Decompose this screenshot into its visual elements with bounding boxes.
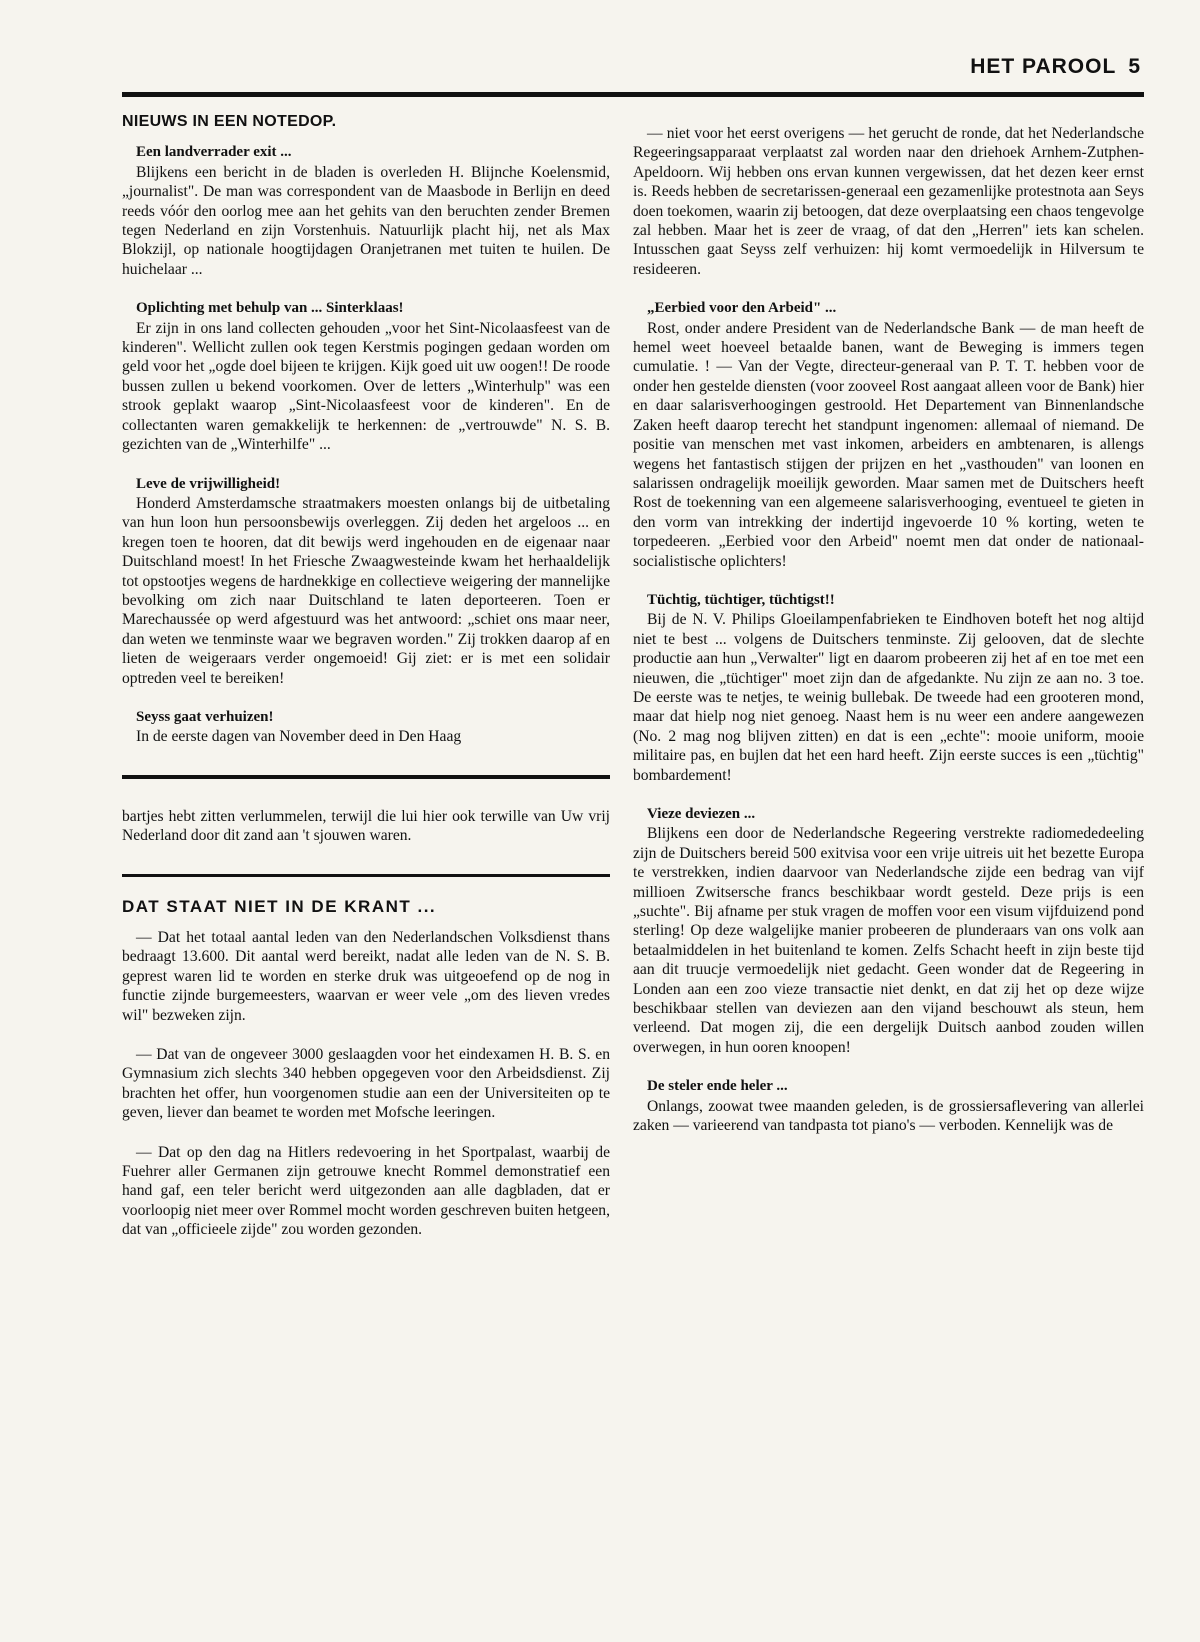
krant-item-3: — Dat op den dag na Hitlers redevoering in het Sportpalast, waarbij de Fuehrer aller Germanen zijn getrouwe knecht Rommel demonstratief een hand gaf, een teler bericht werd uitgezonden aan alle dagbladen, dat er voorloopig niet meer over Rommel mocht worden geschreven buiten hetgeen, dat van „officieele zijde" zou worden gezonden. — [122, 1143, 610, 1239]
top-rule — [122, 92, 1144, 97]
item-body-steler: Onlangs, zoowat twee maanden geleden, is de grossiersaflevering van allerlei zaken — varieerend van tandpasta tot piano's — verboden. Kennelijk was de — [633, 1097, 1144, 1135]
item-body-vrijwilligheid: Honderd Amsterdamsche straatmakers moesten onlangs bij de uitbetaling van hun loon hun persoonsbewijs overleggen. Zij deden het argeloos ... en kregen toen te hooren, dat dit bewijs werd ingehouden en de eigenaar naar Duitschland moest! In het Friesche Zwaagwesteinde kwam het herhaaldelijk tot opstootjes wegens de hardnekkige en collectieve weigering der mannelijke bevolking om zich naar Duitschland te laten deporteeren. Toen er Marechaussée op werd afgestuurd was het antwoord: „schiet ons maar neer, dan weten we tenminste waar we begraven worden." Zij trokken daarop af en lieten de weigeraars verder ongemoeid! Gij ziet: er is met een solidair optreden veel te bereiken! — [122, 494, 610, 687]
krant-item-2: — Dat van de ongeveer 3000 geslaagden voor het eindexamen H. B. S. en Gymnasium zich slechts 340 hebben opgegeven voor den Arbeidsdienst. Zij brachten het offer, hun voorgenomen studie aan een der Universiteiten op te geven, liever dan beamet te worden met Mofsche leeringen. — [122, 1046, 610, 1122]
item-body-tuchtig: Bij de N. V. Philips Gloeilampenfabrieken te Eindhoven boteft het nog altijd niet te best ... volgens de Duitschers tenminste. Zij gelooven, dat de slechte productie aan hun „Verwalter" ligt en daarom probeeren zij het af en toe met een nieuwen, die „tüchtiger" moet zijn dan de afgedankte. Nu zijn ze aan no. 3 toe. De eerste was te netjes, te weinig bullebak. De tweede had een grooteren mond, maar dat hielp nog niet genoeg. Naast hem is nu weer een andere aangewezen (No. 2 mag nog blijven zitten) en dat is een „echte": mooie uniform, mooie militaire pas, en bujlen dat het een hard heeft. Zijn eerste succes is een „tüchtig" bombardement! — [633, 611, 1144, 784]
item-body-landverrader: Blijkens een bericht in de bladen is overleden H. Blijnche Koelensmid, „journalist". De man was correspondent van de Maasbode in Berlijn en deed reeds vóór den oorlog mee aan het gehits van den beruchten zender Bremen tegen Nederland en zijn Vorstenhuis. Natuurlijk placht hij, net als Max Blokzijl, op nationale hoogtijdagen Oranjetranen met tuiten te huilen. De huichelaar ... — [122, 163, 610, 278]
item-body-eerbied: Rost, onder andere President van de Nederlandsche Bank — de man heeft de hemel weet hoeveel betaalde banen, want de Beweging is immers tegen cumulatie. ! — Van der Vegte, directeur-generaal van P. T. T. hebben voor de onder hen gestelde diensten (voor zooveel Rost aangaat alleen voor de Bank) hier en daar salarisverhoogingen gestroold. Het Departement van Binnenlandsche Zaken heeft daarop terecht het standpunt ingenomen: allemaal of niemand. De positie van menschen met vast inkomen, arbeiders en ambtenaren, is allengs wegens het fantastisch stijgen der prijzen en het „vasthouden" van loonen en salarissen ondragelijk moeilijk geworden. Maar samen met de Duitschers heeft Rost de toekenning van een algemeene salarisverhooging, eventueel te gieten in den vorm van intrekking der indertijd ingevoerde 10 % korting, weten te torpedeeren. „Eerbied voor den Arbeid" noemt men dat onder de nationaal-socialistische oplichters! — [633, 319, 1144, 570]
item-title-deviezen: Vieze deviezen ... — [647, 806, 756, 822]
seyss-continued: — niet voor het eerst overigens — het gerucht de ronde, dat het Nederlandsche Regeeringsapparaat verplaatst zal worden naar den driehoek Arnhem-Zutphen-Apeldoorn. Wij hebben ons ervan kunnen vergewissen, dat het dezen keer ernst is. Reeds hebben de secretarissen-generaal een gezamenlijke protestnota aan Seys doen toekomen, waarin zij betoogen, dat deze overplaatsing een chaos tengevolge zal hebben. Maar het is zeer de vraag, of dat den „Herren" iets kan schelen. Intusschen gaat Seyss zelf verhuizen: hij komt vermoedelijk in Hilversum te resideeren. — [633, 125, 1144, 278]
item-title-eerbied: „Eerbied voor den Arbeid" ... — [647, 300, 837, 317]
newspaper-name: HET PAROOL — [970, 55, 1117, 78]
item-body-seyss: In de eerste dagen van November deed in Den Haag — [136, 728, 462, 746]
carryover-text: bartjes hebt zitten verlummelen, terwijl die lui hier ook terwille van Uw vrij Nederland door dit zand aan 't sjouwen waren. — [122, 807, 610, 845]
item-title-seyss: Seyss gaat verhuizen! — [136, 708, 274, 725]
left-column — [122, 112, 610, 1240]
item-body-oplichting: Er zijn in ons land collecten gehouden „voor het Sint-Nicolaasfeest van de kinderen". Wellicht zullen ook tegen Kerstmis pogingen gedaan worden om geld voor het „ogde doel bijeen te krijgen. Kijk goed uit uw oogen!! De roode bussen zullen u bekend voorkomen. Over de letters „Winterhulp" was een strook geplakt waarop „Sint-Nicolaasfeest voor de kinderen". En de collectanten waren gemakkelijk te herkennen: de „vertrouwde" N. S. B. gezichten van de „Winterhilfe" ... — [122, 319, 610, 454]
item-title-vrijwilligheid: Leve de vrijwilligheid! — [136, 475, 281, 492]
krant-item-1: — Dat het totaal aantal leden van den Nederlandschen Volksdienst thans bedraagt 13.600. Dit aantal werd bereikt, nadat alle leden van de N. S. B. geprest waren lid te worden en sterke druk was uitgeoefend op de nog in functie zijnde burgemeesters, waarvan er weer vele „om des lieven vredes wil" bezweken zijn. — [122, 929, 610, 1024]
item-title-steler: De steler ende heler ... — [647, 1078, 788, 1095]
item-title-tuchtig: Tüchtig, tüchtiger, tüchtigst!! — [647, 591, 835, 608]
item-title-oplichting: Oplichting met behulp van ... Sinterklaas! — [136, 300, 404, 317]
masthead — [940, 55, 1140, 85]
item-title-landverrader: Een landverrader exit ... — [136, 144, 292, 161]
right-column — [633, 124, 1144, 1136]
section-title-nieuws: NIEUWS IN EEN NOTEDOP. — [122, 113, 337, 130]
section-title-krant: DAT STAAT NIET IN DE KRANT ... — [122, 896, 437, 916]
item-body-deviezen: Blijkens een door de Nederlandsche Regeering verstrekte radiomededeeling zijn de Duitschers bereid 500 exitvisa voor een vrije uitreis uit het bezette Europa te verstrekken, indien daarvoor van Nederlandsche zijde een bedrag van vijf millioen Zwitsersche francs beschikbaar wordt gesteld. Deze prijs is een „suchte". Bij afname per stuk vragen de moffen voor een visum vijfduizend pond sterling! Op deze walgelijke manier probeeren de plunderaars van ons volk aan betaalmiddelen in het buitenland te komen. Zelfs Schacht heeft in zijn beste tijd aan dit truucje vermoedelijk niet gedacht. Geen wonder dat de Regeering in Londen aan een zoo vieze transactie niet denkt, en dat zij het op deze wijze beschikbaar stellen van deviezen aan den vijand beschouwt als steun, hem verleend. Dat mogen zij, die een dergelijk Duitsch aanbod zouden willen overwegen, in hun ooren knoopen! — [633, 825, 1144, 1056]
page-number: 5 — [1128, 55, 1140, 78]
